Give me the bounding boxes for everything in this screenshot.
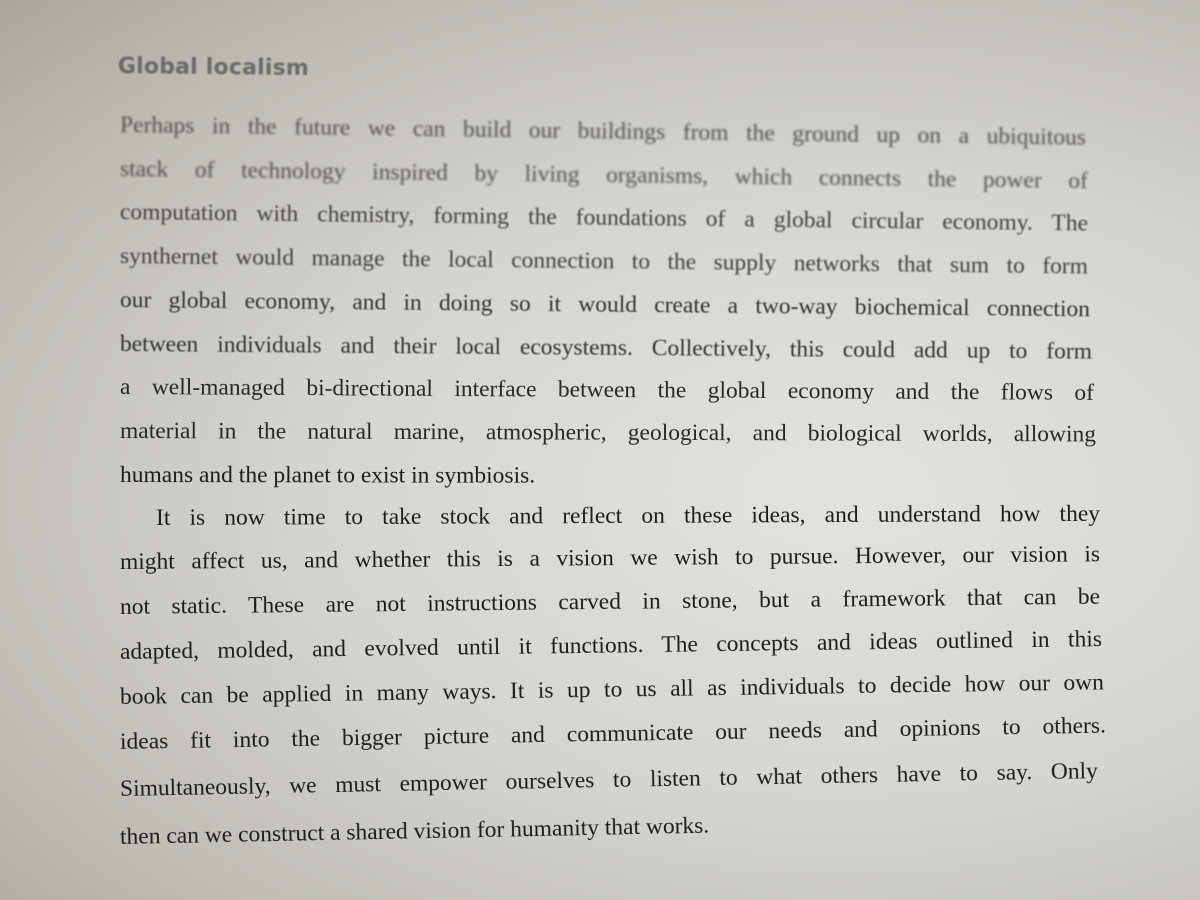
paragraph-1-line-6: between individuals and their local ecosystems. Collectively, this could add up to form <box>119 331 1093 365</box>
paragraph-2-line-4: adapted, molded, and evolved until it functions. The concepts and ideas outlined in this <box>119 626 1103 665</box>
paragraph-1-line-8: material in the natural marine, atmospheric, geological, and biological worlds, allowing <box>119 418 1097 448</box>
paragraph-2-line-1: It is now time to take stock and reflect on these ideas, and understand how they <box>155 500 1101 531</box>
paragraph-1-line-2: stack of technology inspired by living organisms, which connects the power of <box>119 156 1089 195</box>
paragraph-2-line-6: ideas fit into the bigger picture and communicate our needs and opinions to others. <box>119 712 1107 755</box>
paragraph-2-line-3: not static. These are not instructions carved in stone, but a framework that can be <box>119 583 1101 620</box>
paragraph-1-line-3: computation with chemistry, forming the foundations of a global circular economy. The <box>119 199 1089 237</box>
section-heading: Global localism <box>117 54 310 82</box>
paragraph-1-line-5: our global economy, and in doing so it would create a two-way biochemical connection <box>119 287 1091 323</box>
paragraph-1-line-7: a well-managed bi-directional interface between the global economy and the flows of <box>119 374 1095 406</box>
paragraph-1-line-9: humans and the planet to exist in symbiosis. <box>119 462 536 489</box>
paragraph-2-line-7: Simultaneously, we must empower ourselves to listen to what others have to say. Only <box>119 758 1099 802</box>
paragraph-2-line-5: book can be applied in many ways. It is up to us all as individuals to decide how our own <box>119 669 1105 710</box>
paragraph-2-line-8: then can we construct a shared vision for humanity that works. <box>119 812 710 850</box>
paragraph-1-line-4: synthernet would manage the local connection to the supply networks that sum to form <box>119 243 1089 280</box>
paragraph-1-line-1: Perhaps in the future we can build our buildings from the ground up on a ubiquitous <box>119 112 1087 151</box>
paragraph-2-line-2: might affect us, and whether this is a vision we wish to pursue. However, our vision is <box>119 541 1101 575</box>
